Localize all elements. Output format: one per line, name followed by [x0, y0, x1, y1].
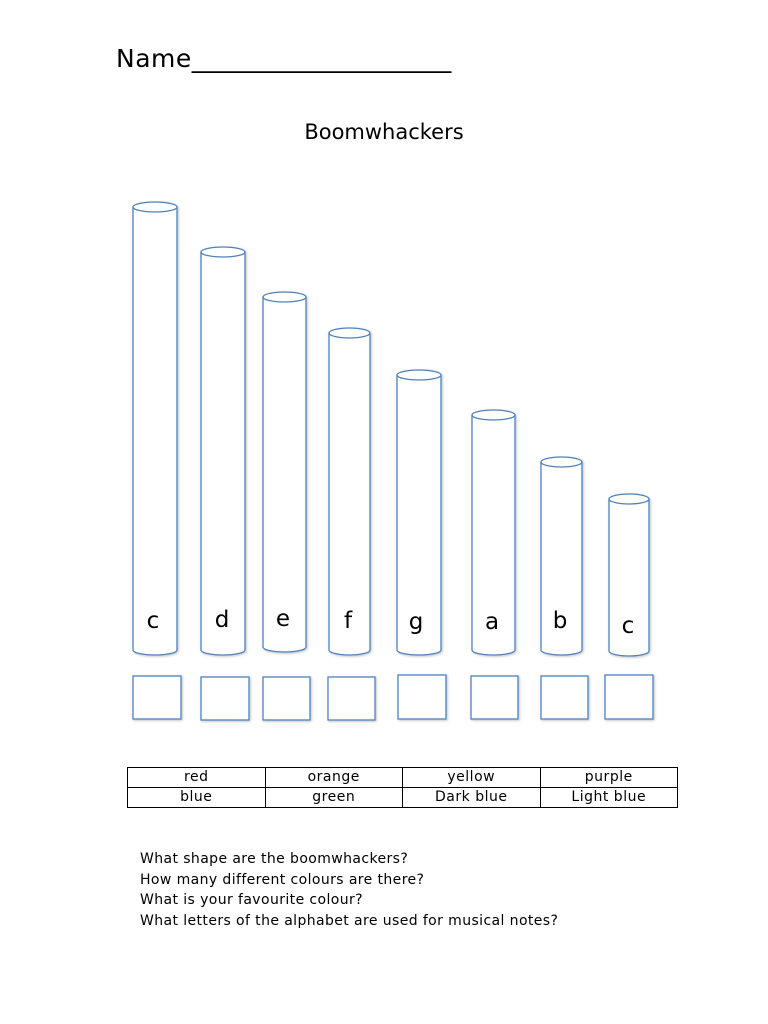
table-cell: blue [128, 788, 266, 808]
question-list [140, 849, 558, 931]
table-row [128, 768, 678, 788]
tube-label: f [343, 608, 353, 634]
table-cell: red [128, 768, 266, 788]
tube-label: e [275, 606, 291, 632]
colour-table [127, 767, 678, 808]
tube-label: b [552, 608, 568, 634]
answer-box[interactable] [263, 677, 310, 720]
answer-box[interactable] [398, 675, 446, 719]
question-item: What is your favourite colour? [140, 892, 364, 908]
tube-c-low [133, 202, 177, 655]
table-cell: Dark blue [403, 788, 541, 808]
answer-box[interactable] [133, 676, 181, 719]
answer-box[interactable] [201, 677, 249, 720]
table-cell: green [265, 788, 403, 808]
question-item: What letters of the alphabet are used for musical notes? [140, 912, 559, 929]
tube-label: d [214, 607, 230, 633]
tube-label: a [484, 609, 500, 635]
table-cell: purple [540, 768, 678, 788]
table-cell: yellow [403, 768, 541, 788]
table-cell: orange [265, 768, 403, 788]
table-row [128, 788, 678, 808]
tube-label: c [621, 613, 635, 639]
table-cell: Light blue [540, 788, 678, 808]
tube-label: g [408, 609, 424, 635]
tube-label: c [146, 608, 160, 634]
answer-box[interactable] [471, 676, 518, 719]
tube-f [329, 328, 370, 655]
question-item: What shape are the boomwhackers? [140, 851, 409, 867]
question-item: How many different colours are there? [140, 871, 425, 888]
tube-e [263, 292, 306, 652]
name-field: Name____________________ [116, 44, 452, 73]
answer-box[interactable] [541, 676, 588, 719]
answer-box[interactable] [605, 675, 653, 719]
tube-d [201, 247, 245, 655]
page-title: Boomwhackers [304, 120, 464, 144]
answer-box[interactable] [328, 677, 375, 720]
